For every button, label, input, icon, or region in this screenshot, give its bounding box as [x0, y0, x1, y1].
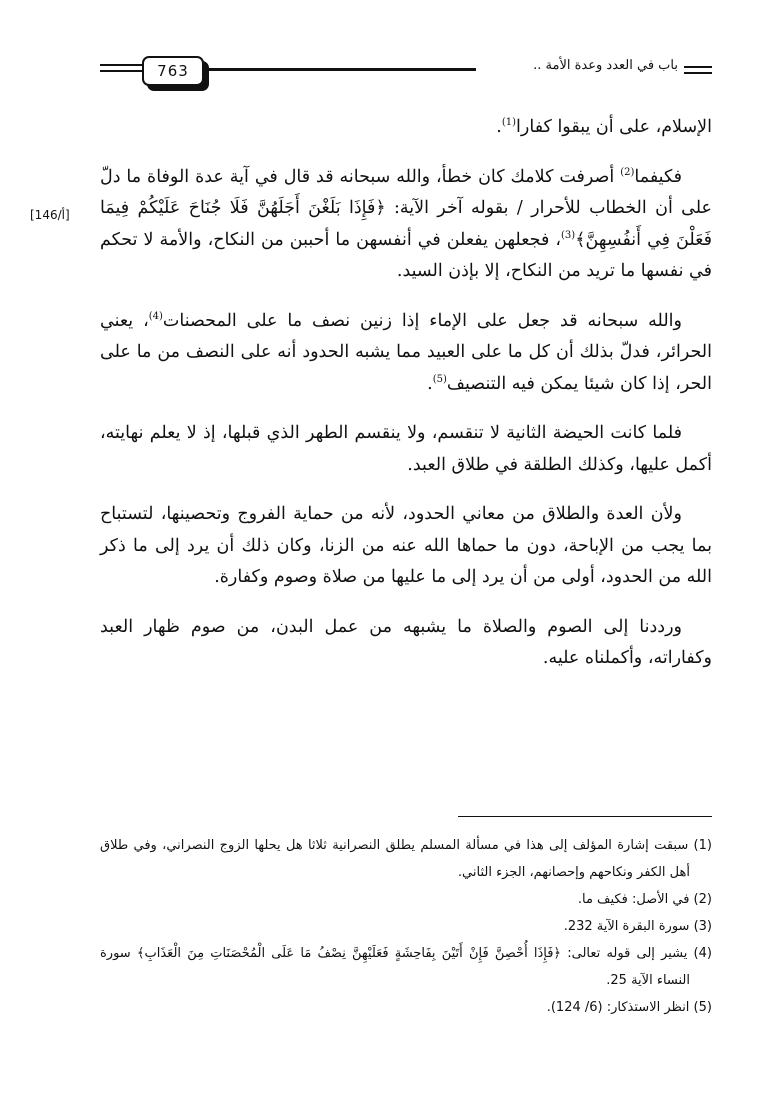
header-rule-right-lower — [684, 72, 712, 74]
page-number: 763 — [142, 56, 204, 86]
footnote: (3) سورة البقرة الآية 232. — [563, 919, 712, 934]
paragraph — [100, 499, 712, 594]
footnote: (2) في الأصل: فكيف ما. — [577, 892, 712, 907]
paragraph-text: ورددنا إلى الصوم والصلاة ما يشبهه من عمل البدن، من صوم ظهار العبد وكفاراته، وأكملناه عليه. — [100, 616, 712, 668]
paragraph-text: . — [427, 373, 433, 394]
header-rule-left-lower — [100, 70, 144, 72]
header-rule-left — [100, 64, 144, 66]
paragraph — [100, 612, 712, 675]
footnote-marker: (3) — [561, 229, 576, 241]
paragraph — [100, 418, 712, 481]
paragraph-text: ، فجعلهن يفعلن في أنفسهن ما أحببن من النكاح، والأمة لا تحكم في نفسها ما تريد من النكاح، إلا بإذن السيد. — [100, 229, 712, 281]
paragraph-text: . — [496, 117, 502, 137]
paragraph-text: فكيفما — [634, 166, 682, 187]
footnote-marker: (5) — [432, 373, 447, 385]
paragraph — [100, 306, 712, 401]
margin-folio-note: [146/أ] — [30, 208, 70, 222]
footnote-marker: (4) — [148, 310, 163, 322]
paragraph — [100, 162, 712, 288]
footnote-separator — [458, 816, 712, 817]
paragraph-text: أصرفت كلامك كان خطأ، والله سبحانه قد قال في آية عدة الوفاة ما دلّ على أن الخطاب للأحرار / بقوله آخر الآية: ﴿فَإِذَا بَلَغْنَ أَجَلَهُنَّ فَلَا جُنَاحَ عَلَيْكُمْ فِيمَا فَعَلْنَ فِي أَنفُسِهِنَّ﴾ — [100, 166, 712, 250]
paragraph-text: ولأن العدة والطلاق من معاني الحدود، لأنه من حماية الفروج وتحصينها، لتستباح بما يجب من الإباحة، دون ما حماها الله عنه من الزنا، وكان ذلك أن يرد إلى ما ذكر الله من الحدود، أولى من أن يرد إلى ما عليها من صلاة وصوم وكفارة. — [100, 504, 712, 587]
header-rule-middle — [204, 68, 476, 71]
footnotes — [100, 832, 712, 1021]
paragraph-text: الإسلام، على أن يبقوا كفارا — [516, 117, 712, 137]
footnote-marker: (2) — [620, 166, 635, 178]
paragraph — [100, 112, 712, 144]
footnote: (1) سبقت إشارة المؤلف إلى هذا في مسألة المسلم يطلق النصرانية ثلاثا هل يحلها الزوج النصراني، وفي طلاق أهل الكفر ونكاحهم وإحصانهم، الجزء الثاني. — [100, 838, 712, 880]
paragraph-text: والله سبحانه قد جعل على الإماء إذا زنين نصف ما على المحصنات — [162, 310, 682, 331]
running-title: باب في العدد وعدة الأمة .. — [533, 58, 678, 73]
paragraph-text: ، يعني الحرائر، فدلّ بذلك أن كل ما على العبيد مما يشبه الحدود أنه على النصف من ما على الحر، إذا كان شيئا يمكن فيه التنصيف — [100, 310, 712, 394]
footnote: (4) يشير إلى قوله تعالى: ﴿فَإِذَا أُحْصِنَّ فَإِنْ أَتَيْنَ بِفَاحِشَةٍ فَعَلَيْهِنَّ نِصْفُ مَا عَلَى الْمُحْصَنَاتِ مِنَ الْعَذَابِ﴾ سورة النساء الآية 25. — [100, 946, 712, 988]
header-rule-right — [684, 66, 712, 68]
footnote-marker: (1) — [501, 117, 517, 129]
footnote: (5) انظر الاستذكار: (6/ 124). — [546, 1000, 712, 1015]
paragraph-text: فلما كانت الحيضة الثانية لا تنقسم، ولا ينقسم الطهر الذي قبلها، إذ لا يعلم نهايته، أكمل عليها، وكذلك الطلقة في طلاق العبد. — [100, 423, 712, 475]
page-header — [100, 52, 712, 84]
main-text — [100, 112, 712, 693]
